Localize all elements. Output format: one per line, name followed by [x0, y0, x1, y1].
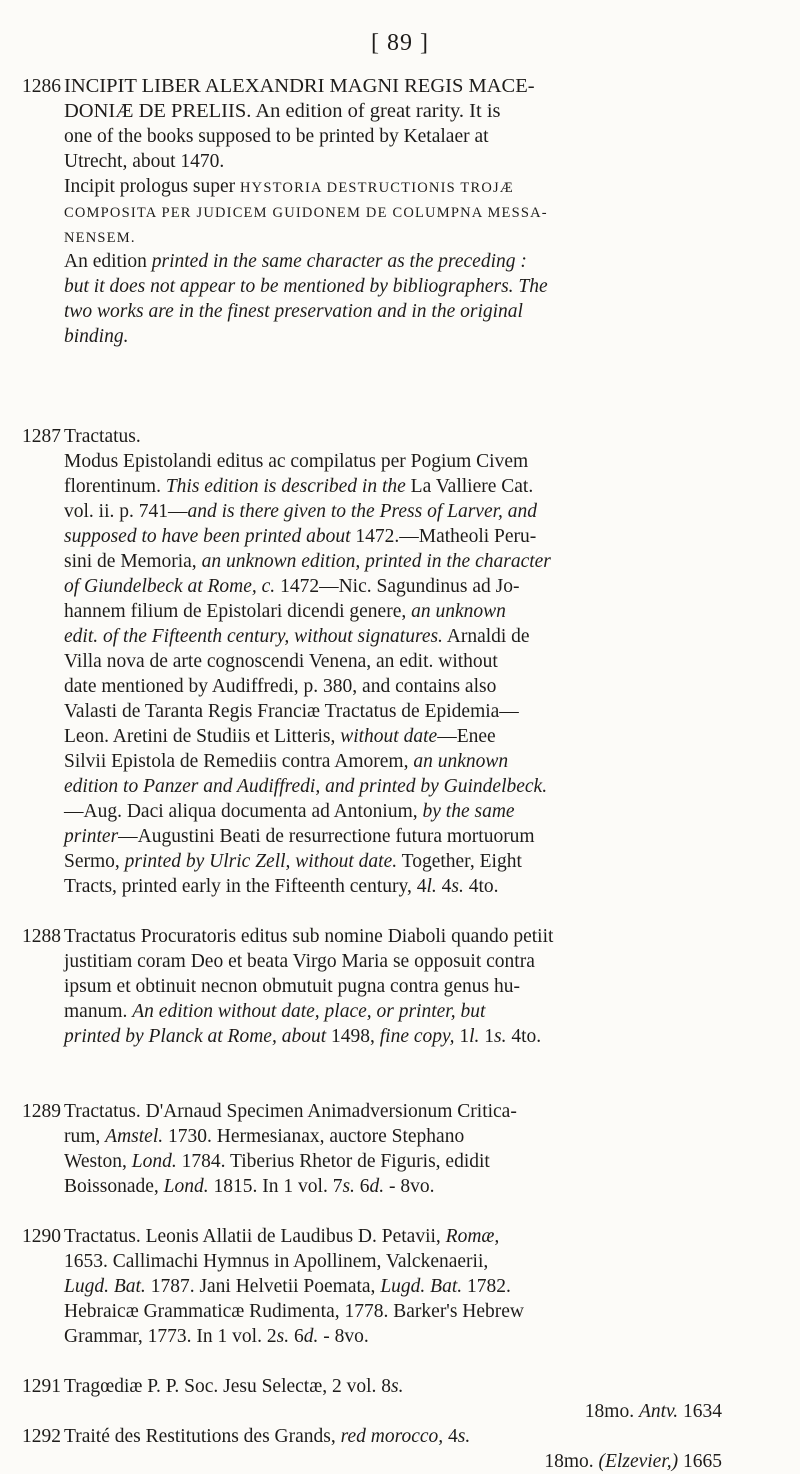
catalogue-entry [0, 924, 800, 1099]
text-run: Utrecht, about 1470. [64, 151, 225, 172]
text-run: Hebraicæ Grammaticæ Rudimenta, 1778. Barker's Hebrew [64, 1301, 525, 1322]
entry-text [64, 424, 770, 899]
italic-text: fine copy, [379, 1026, 455, 1047]
entry-text [64, 1374, 770, 1424]
italic-text: an unknown [411, 601, 506, 622]
text-run: 4to. [506, 1026, 542, 1047]
text-run: rum, [64, 1126, 106, 1147]
text-run: Tractatus. Leonis Allatii de Laudibus D. Petavii, [64, 1226, 446, 1247]
entry-number: 1290 [22, 1226, 61, 1247]
italic-text: d. [303, 1326, 319, 1347]
catalogue-entries [0, 74, 800, 1474]
text-line [64, 174, 770, 199]
text-run: Sermo, [64, 851, 125, 872]
italic-text: but it does not appear to be mentioned by bibliographers. The [64, 276, 548, 297]
italic-text: s. [276, 1326, 290, 1347]
text-line [64, 1024, 770, 1049]
text-line [64, 774, 770, 799]
text-run: 1665 [678, 1451, 722, 1472]
text-run: Modus Epistolandi editus ac compilatus per Pogium Civem [64, 451, 529, 472]
text-run: Grammar, 1773. In 1 vol. 2 [64, 1326, 277, 1347]
text-line [64, 1099, 770, 1124]
text-line [64, 1249, 770, 1274]
entry-text [64, 1424, 770, 1474]
italic-text: of Giundelbeck at Rome, c. [64, 576, 276, 597]
text-run: one of the books supposed to be printed by Ketalaer at [64, 126, 489, 147]
entry-number: 1291 [22, 1376, 61, 1397]
italic-text: s. [494, 1026, 507, 1047]
text-run: 1653. Callimachi Hymnus in Apollinem, Valckenaerii, [64, 1251, 489, 1272]
text-run: Tractatus. D'Arnaud Specimen Animadversionum Critica- [64, 1101, 517, 1122]
text-run: florentinum. [64, 476, 166, 497]
text-line [64, 449, 770, 474]
text-run: justitiam coram Deo et beata Virgo Maria se opposuit contra [64, 951, 535, 972]
text-run: 1 [479, 1026, 495, 1047]
text-line [64, 149, 770, 174]
text-line [64, 599, 770, 624]
text-line [64, 824, 770, 849]
text-line [64, 999, 770, 1024]
text-line [64, 424, 770, 449]
small-caps-text: COMPOSITA PER JUDICEM GUIDONEM DE COLUMPNA MESSA- [64, 205, 548, 221]
text-line [64, 799, 770, 824]
text-run: 4 [443, 1426, 458, 1447]
catalogue-entry [0, 1424, 800, 1474]
text-run: ipsum et obtinuit necnon obmutuit pugna contra genus hu- [64, 976, 521, 997]
text-run: 1498, [326, 1026, 380, 1047]
entry-number: 1289 [22, 1101, 61, 1122]
text-run: hannem filium de Epistolari dicendi genere, [64, 601, 412, 622]
italic-text: s. [457, 1426, 471, 1447]
text-run: 18mo. [584, 1401, 639, 1422]
text-run: 4to. [463, 876, 499, 897]
text-run: —Augustini Beati de resurrectione futura mortuorum [118, 826, 535, 847]
text-run: An edition [64, 251, 152, 272]
italic-text: l. [469, 1026, 480, 1047]
italic-text: edit. of the Fifteenth century, without signatures. [64, 626, 443, 647]
entry-text [64, 74, 770, 349]
text-run: Boissonade, [64, 1176, 164, 1197]
text-run: vol. ii. p. 741— [64, 501, 188, 522]
italic-text: printed in the same character as the preceding : [151, 251, 527, 272]
italic-text: an unknown edition, printed in the character [201, 551, 551, 572]
italic-text: Antv. [638, 1401, 679, 1422]
italic-text: printer [64, 826, 119, 847]
text-line [64, 949, 770, 974]
italic-text: s. [451, 876, 464, 897]
text-line [64, 249, 770, 274]
text-run: Leon. Aretini de Studiis et Litteris, [64, 726, 341, 747]
text-run: Incipit prologus super [64, 176, 241, 197]
text-run: Tragœdiæ P. P. Soc. Jesu Selectæ, 2 vol. 8 [64, 1376, 392, 1397]
catalogue-entry [0, 424, 800, 924]
text-run: 1784. Tiberius Rhetor de Figuris, edidit [176, 1151, 490, 1172]
text-run: manum. [64, 1001, 133, 1022]
text-run: date mentioned by Audiffredi, p. 380, and contains also [64, 676, 497, 697]
italic-text: Amstel. [105, 1126, 164, 1147]
text-run: La Valliere Cat. [405, 476, 534, 497]
text-line [64, 1449, 770, 1474]
italic-text: Romæ, [445, 1226, 500, 1247]
italic-text: Lugd. Bat. [64, 1276, 146, 1297]
text-run: - 8vo. [318, 1326, 369, 1347]
text-run: Together, Eight [397, 851, 522, 872]
italic-text: Lond. [163, 1176, 209, 1197]
text-run: Arnaldi de [442, 626, 530, 647]
text-line [64, 274, 770, 299]
text-line [64, 574, 770, 599]
italic-text: and is there given to the Press of Larver, and [187, 501, 538, 522]
text-line [64, 199, 770, 224]
italic-text: This edition is described in the [165, 476, 406, 497]
italic-text: An edition without date, place, or printer, but [132, 1001, 486, 1022]
entry-number: 1292 [22, 1426, 61, 1447]
text-run: 1730. Hermesianax, auctore Stephano [163, 1126, 465, 1147]
italic-text: an unknown [413, 751, 509, 772]
text-run: Traité des Restitutions des Grands, [64, 1426, 341, 1447]
text-run: —Aug. Daci aliqua documenta ad Antonium, [64, 801, 423, 822]
italic-text: binding. [64, 326, 129, 347]
text-run: 1782. [462, 1276, 511, 1297]
text-line [64, 99, 770, 124]
text-line [64, 1374, 770, 1399]
entry-number: 1286 [22, 76, 61, 97]
italic-text: red morocco, [340, 1426, 444, 1447]
entry-number: 1287 [22, 426, 61, 447]
text-run: Valasti de Taranta Regis Franciæ Tractatus de Epidemia— [64, 701, 519, 722]
text-line [64, 74, 770, 99]
text-run: 1815. In 1 vol. 7 [208, 1176, 343, 1197]
text-line [64, 699, 770, 724]
text-line [64, 549, 770, 574]
text-run: 6 [354, 1176, 370, 1197]
text-run: Tractatus. [64, 426, 141, 447]
italic-text: s. [342, 1176, 355, 1197]
text-run: sini de Memoria, [64, 551, 202, 572]
text-run: 1787. Jani Helvetii Poemata, [145, 1276, 381, 1297]
text-run: - 8vo. [384, 1176, 435, 1197]
text-run: 18mo. [544, 1451, 599, 1472]
text-line [64, 524, 770, 549]
text-line [64, 324, 770, 349]
text-run: 1634 [678, 1401, 722, 1422]
entry-text [64, 1099, 770, 1199]
italic-text: Lugd. Bat. [380, 1276, 463, 1297]
text-line [64, 499, 770, 524]
italic-text: by the same [422, 801, 515, 822]
catalogue-entry [0, 1224, 800, 1374]
text-line [64, 1299, 770, 1324]
text-run: 6 [289, 1326, 304, 1347]
text-line [64, 1174, 770, 1199]
italic-text: d. [369, 1176, 385, 1197]
text-line [64, 1399, 770, 1424]
italic-text: (Elzevier,) [598, 1451, 679, 1472]
text-line [64, 974, 770, 999]
italic-text: printed by Planck at Rome, about [64, 1026, 327, 1047]
text-line [64, 624, 770, 649]
text-line [64, 1224, 770, 1249]
catalogue-entry [0, 74, 800, 424]
text-line [64, 674, 770, 699]
catalogue-entry [0, 1374, 800, 1424]
entry-heading-text: DONIÆ DE PRELIIS. An edition of great rarity. It is [64, 100, 501, 122]
entry-heading-text: INCIPIT LIBER ALEXANDRI MAGNI REGIS MACE- [64, 75, 535, 97]
text-line [64, 474, 770, 499]
italic-text: l. [426, 876, 437, 897]
entry-text [64, 924, 770, 1049]
text-line [64, 299, 770, 324]
text-line [64, 749, 770, 774]
text-line [64, 649, 770, 674]
text-line [64, 1324, 770, 1349]
text-line [64, 1274, 770, 1299]
text-run: 1472.—Matheoli Peru- [350, 526, 537, 547]
text-line [64, 849, 770, 874]
text-line [64, 874, 770, 899]
text-line [64, 1124, 770, 1149]
text-line [64, 1149, 770, 1174]
catalogue-entry [0, 1099, 800, 1224]
italic-text: supposed to have been printed about [64, 526, 351, 547]
small-caps-text: NENSEM. [64, 230, 136, 246]
page-number: [ 89 ] [371, 30, 429, 56]
text-line [64, 224, 770, 249]
text-line [64, 1424, 770, 1449]
text-run: Tracts, printed early in the Fifteenth century, 4 [64, 876, 427, 897]
text-run: Silvii Epistola de Remediis contra Amorem, [64, 751, 414, 772]
italic-text: printed by Ulric Zell, without date. [124, 851, 398, 872]
text-run: 1472—Nic. Sagundinus ad Jo- [275, 576, 520, 597]
italic-text: two works are in the finest preservation and in the original [64, 301, 523, 322]
text-run: Tractatus Procuratoris editus sub nomine Diaboli quando petiit [64, 926, 554, 947]
text-run: 4 [436, 876, 452, 897]
small-caps-text: HYSTORIA DESTRUCTIONIS TROJÆ [240, 180, 514, 196]
text-run: —Enee [437, 726, 496, 747]
text-run: Weston, [64, 1151, 132, 1172]
text-run: Villa nova de arte cognoscendi Venena, an edit. without [64, 651, 498, 672]
italic-text: s. [391, 1376, 404, 1397]
italic-text: without date [340, 726, 438, 747]
text-line [64, 124, 770, 149]
italic-text: edition to Panzer and Audiffredi, and printed by Guindelbeck. [64, 776, 548, 797]
entry-number: 1288 [22, 926, 61, 947]
entry-text [64, 1224, 770, 1349]
text-line [64, 724, 770, 749]
text-run: 1 [454, 1026, 470, 1047]
text-line [64, 924, 770, 949]
italic-text: Lond. [131, 1151, 177, 1172]
